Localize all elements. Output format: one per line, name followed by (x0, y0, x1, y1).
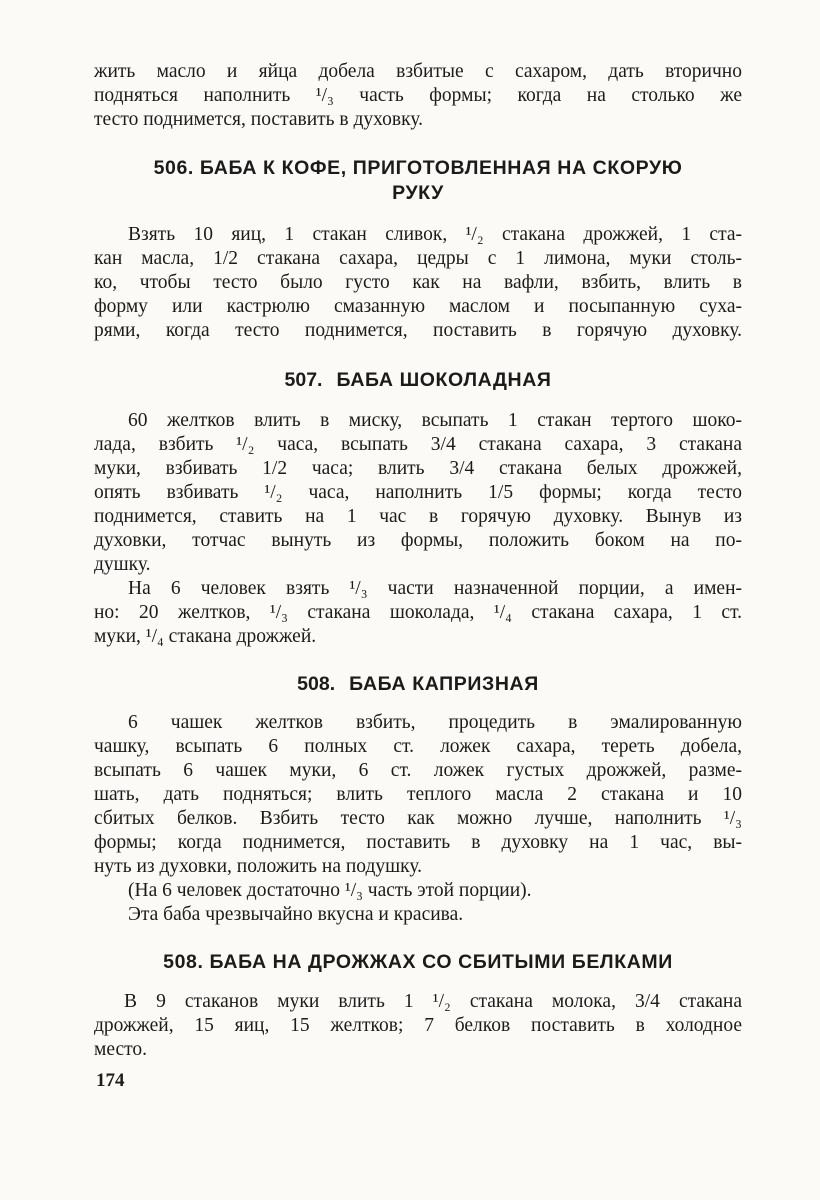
text-line: форму или кастрюлю смазанную маслом и посыпанную суха- (94, 296, 742, 317)
text-line: (На 6 человек достаточно ¹/₃ часть этой порции). (128, 880, 532, 901)
text-line: место. (94, 1039, 148, 1060)
text-line: муки, ¹/₄ стакана дрожжей. (94, 626, 317, 647)
recipe-508a-body (94, 711, 742, 927)
text-line: муки, взбивать 1/2 часа; влить 3/4 стакана белых дрожжей, (94, 458, 742, 479)
recipe-508a-title (94, 672, 742, 697)
intro-paragraph (94, 60, 742, 132)
page-number: 174 (96, 1070, 125, 1091)
text-line: чашку, всыпать 6 полных ст. ложек сахара, тереть добела, (94, 736, 742, 757)
recipe-name: БАБА КАПРИЗНАЯ (349, 673, 539, 695)
text-line: но: 20 желтков, ¹/₃ стакана шоколада, ¹/₄ стакана сахара, 1 ст. (94, 602, 742, 623)
recipe-number: 507. (284, 369, 323, 391)
text-line: 6 чашек желтков взбить, процедить в эмалированную (128, 712, 742, 733)
recipe-508b-title (94, 950, 742, 975)
recipe-name: БАБА ШОКОЛАДНАЯ (336, 369, 552, 391)
recipe-506-title (94, 156, 742, 206)
text-line: духовки, тотчас вынуть из формы, положить боком на по- (94, 530, 742, 551)
text-line: ко, чтобы тесто было густо как на вафли, взбить, влить в (94, 272, 742, 293)
recipe-507-title (94, 368, 742, 393)
recipe-number: 508. (297, 673, 336, 695)
text-line: тесто поднимется, поставить в духовку. (94, 109, 424, 130)
title-line: 506. БАБА К КОФЕ, ПРИГОТОВЛЕННАЯ НА СКОРУЮ (153, 157, 683, 179)
recipe-507-body (94, 409, 742, 649)
text-line: жить масло и яйца добела взбитые с сахаром, дать вторично (94, 61, 742, 82)
text-line: нуть из духовки, положить на подушку. (94, 856, 423, 877)
title-line: РУКУ (392, 182, 444, 204)
text-line: дрожжей, 15 яиц, 15 желтков; 7 белков поставить в холодное (94, 1015, 742, 1036)
text-line: На 6 человек взять ¹/₃ части назначенной порции, а имен- (128, 578, 742, 599)
text-line: рями, когда тесто поднимется, поставить в горячую духовку. (94, 320, 742, 341)
recipe-506-body (94, 223, 742, 343)
text-line: всыпать 6 чашек муки, 6 ст. ложек густых дрожжей, разме- (94, 760, 742, 781)
text-line: формы; когда поднимется, поставить в духовку на 1 час, вы- (94, 832, 742, 853)
text-line: шать, дать подняться; влить теплого масла 2 стакана и 10 (94, 784, 742, 805)
text-line: подняться наполнить ¹/₃ часть формы; когда на столько же (94, 85, 742, 106)
text-line: душку. (94, 554, 151, 575)
text-line: сбитых белков. Взбить тесто как можно лучше, наполнить ¹/₃ (94, 808, 742, 829)
text-line: 60 желтков влить в миску, всыпать 1 стакан тертого шоко- (128, 410, 742, 431)
text-line: лада, взбить ¹/₂ часа, всыпать 3/4 стакана сахара, 3 стакана (94, 434, 742, 455)
text-line: Взять 10 яиц, 1 стакан сливок, ¹/₂ стакана дрожжей, 1 ста- (128, 224, 742, 245)
title-line: 508. БАБА НА ДРОЖЖАХ СО СБИТЫМИ БЕЛКАМИ (163, 951, 673, 973)
recipe-508b-body (94, 990, 742, 1062)
text-line: Эта баба чрезвычайно вкусна и красива. (128, 904, 464, 925)
text-line: кан масла, 1/2 стакана сахара, цедры с 1 лимона, муки столь- (94, 248, 742, 269)
text-line: поднимется, ставить на 1 час в горячую духовку. Вынув из (94, 506, 742, 527)
text-line: опять взбивать ¹/₂ часа, наполнить 1/5 формы; когда тесто (94, 482, 742, 503)
text-line: В 9 стаканов муки влить 1 ¹/₂ стакана молока, 3/4 стакана (124, 991, 742, 1012)
